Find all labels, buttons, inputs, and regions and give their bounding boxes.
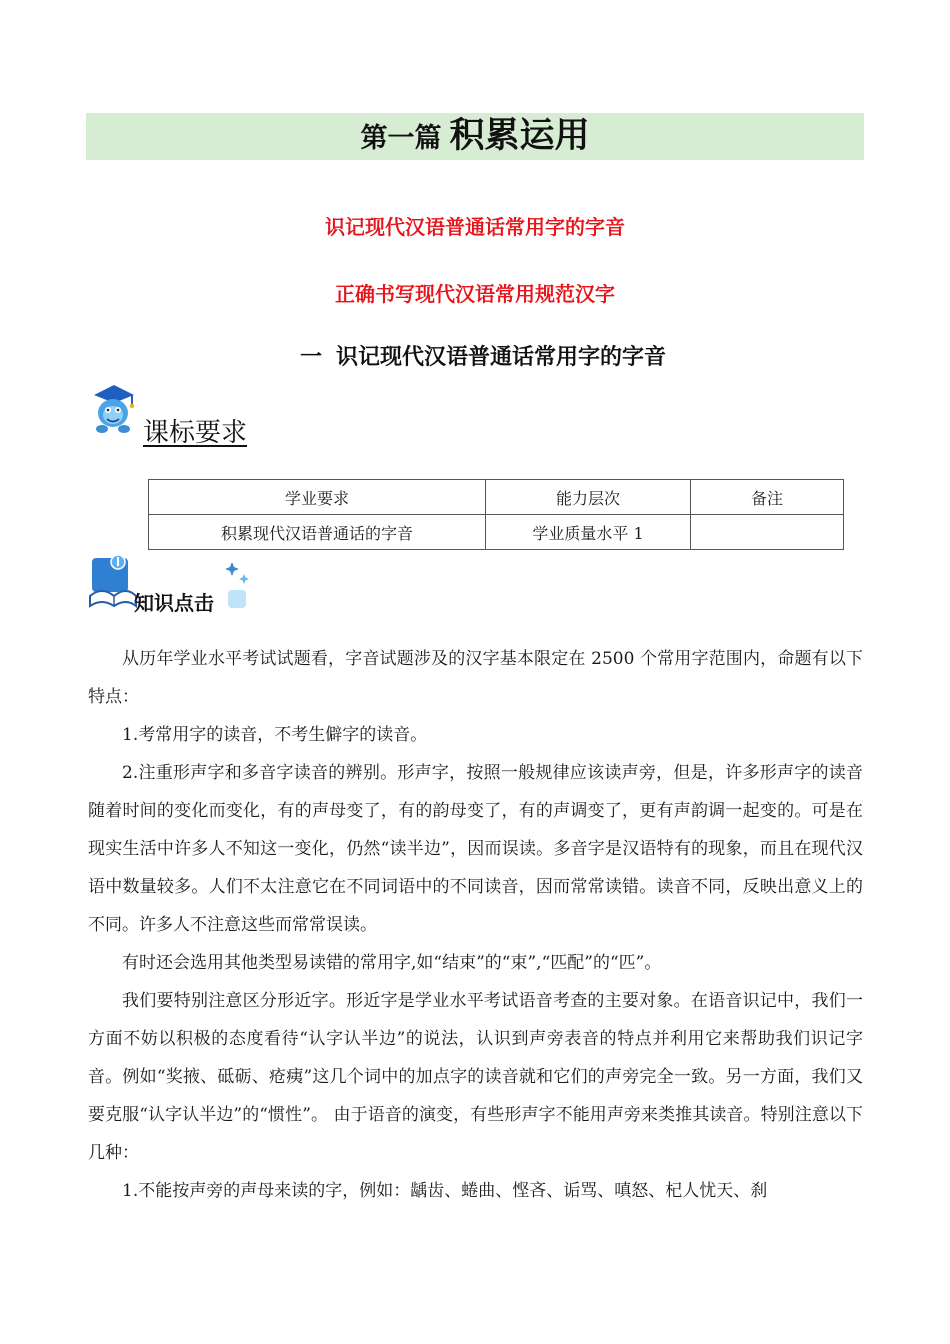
table-cell: 学业质量水平 1	[486, 515, 691, 550]
requirements-table	[148, 479, 844, 550]
table-header: 备注	[691, 480, 844, 515]
student-mascot-icon	[88, 381, 138, 435]
body-text	[88, 640, 863, 1210]
table-row	[149, 515, 844, 550]
chapter-title: 积累运用	[449, 116, 590, 156]
table-cell	[691, 515, 844, 550]
section-title-text: 识记现代汉语普通话常用字的字音	[336, 345, 667, 370]
chapter-prefix: 第一篇	[360, 123, 442, 154]
paragraph: 2.注重形声字和多音字读音的辨别。形声字，按照一般规律应该读声旁，但是，许多形声字的读音随着时间的变化而变化，有的声母变了，有的韵母变了，有的声调变了，更有声韵调一起变的。可是在现实生活中许多人不知这一变化，仍然“读半边”，因而误读。多音字是汉语特有的现象，而且在现代汉语中数量较多。人们不太注意它在不同词语中的不同读音，因而常常读错。读音不同，反映出意义上的不同。许多人不注意这些而常常误读。	[88, 763, 863, 935]
kebiao-heading: 课标要求	[143, 418, 248, 448]
subtitle-1: 识记现代汉语普通话常用字的字音	[325, 215, 625, 239]
paragraph: 我们要特别注意区分形近字。形近字是学业水平考试语音考查的主要对象。在语音识记中，我们一方面不妨以积极的态度看待“认字认半边”的说法，认识到声旁表音的特点并利用它来帮助我们识记字音。例如“奖掖、砥砺、疮痍”这几个词中的加点字的读音就和它们的声旁完全一致。另一方面，我们又要克服“认字认半边”的“惯性”。 由于语音的演变，有些形声字不能用声旁来类推其读音。特别注意以下几种：	[88, 991, 863, 1163]
section-number: 一	[300, 345, 323, 370]
zhishi-heading: 知识点击	[134, 591, 214, 615]
section-title	[300, 340, 666, 371]
table-header: 学业要求	[149, 480, 486, 515]
paragraph: 从历年学业水平考试试题看，字音试题涉及的汉字基本限定在 2500 个常用字范围内，命题有以下特点：	[88, 649, 863, 707]
table-header-row	[149, 480, 844, 515]
table-cell: 积累现代汉语普通话的字音	[149, 515, 486, 550]
table-header: 能力层次	[486, 480, 691, 515]
subtitle-2: 正确书写现代汉语常用规范汉字	[335, 282, 615, 306]
paragraph: 1.考常用字的读音，不考生僻字的读音。	[122, 725, 428, 745]
paragraph: 1.不能按声旁的声母来读的字，例如：龋齿、蜷曲、悭吝、诟骂、嗔怒、杞人忧天、刹	[122, 1181, 768, 1201]
chapter-banner	[86, 113, 864, 160]
paragraph: 有时还会选用其他类型易读错的常用字,如“结束”的“束”,“匹配”的“匹”。	[122, 953, 662, 973]
